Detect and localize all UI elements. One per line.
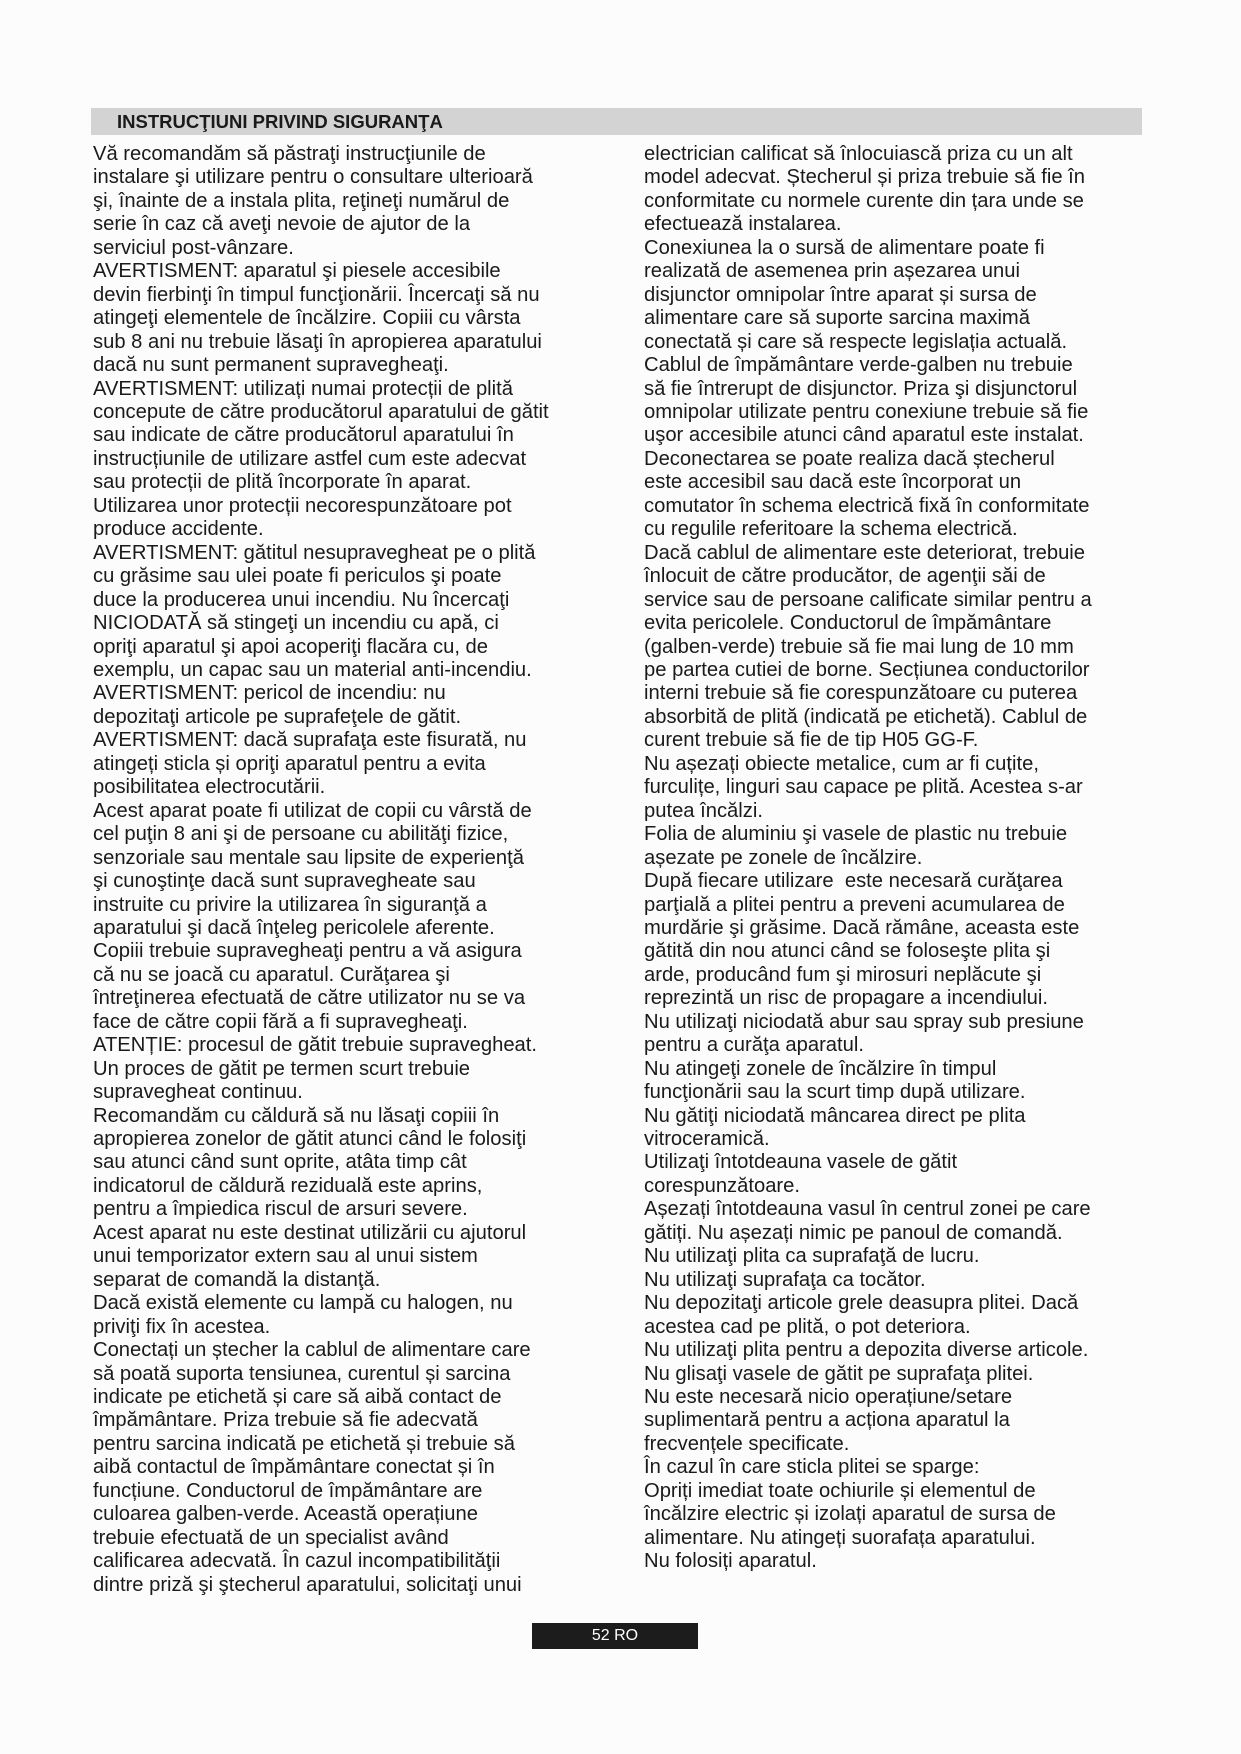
text-line: Nu utilizaţi suprafaţa ca tocător.: [644, 1268, 926, 1291]
text-line: pentru a curăţa aparatul.: [644, 1034, 864, 1057]
text-line: să poată suporta tensiunea, curentul și sarcina: [93, 1362, 511, 1385]
text-line: aparatului şi dacă înţeleg pericolele aferente.: [93, 916, 495, 939]
text-line: pentru a împiedica riscul de arsuri severe.: [93, 1198, 468, 1221]
text-line: alimentare. Nu atingeți suorafața aparatului.: [644, 1526, 1036, 1549]
text-line: evita pericolele. Conductorul de împământare: [644, 612, 1052, 635]
text-line: conformitate cu normele curente din țara unde se: [644, 189, 1084, 212]
text-line: funcțiune. Conductorul de împământare are: [93, 1479, 483, 1502]
text-line: furculițe, linguri sau capace pe plită. Acestea s-ar: [644, 776, 1083, 799]
text-line: corespunzătoare.: [644, 1174, 800, 1197]
text-line: Nu folosiți aparatul.: [644, 1550, 817, 1573]
text-line: electrician calificat să înlocuiască priza cu un alt: [644, 143, 1073, 165]
text-line: murdărie şi grăsime. Dacă rămâne, aceasta este: [644, 916, 1080, 939]
text-line: cu regulile referitoare la schema electrică.: [644, 518, 1018, 541]
text-line: cel puţin 8 ani şi de persoane cu abilităţi fizice,: [93, 823, 509, 846]
text-line: posibilitatea electrocutării.: [93, 776, 326, 799]
section-title: INSTRUCŢIUNI PRIVIND SIGURANŢA: [117, 111, 443, 132]
text-line: sau protecții de plită încorporate în aparat.: [93, 471, 472, 494]
text-line: (galben-verde) trebuie să fie mai lung de 10 mm: [644, 635, 1074, 658]
text-line: separat de comandă la distanţă.: [93, 1268, 381, 1291]
text-line: disjunctor omnipolar între aparat și sursa de: [644, 283, 1037, 306]
text-line: trebuie efectuată de un specialist având: [93, 1526, 449, 1549]
text-line: senzoriale sau mentale sau lipsite de experienţă: [93, 846, 524, 869]
text-line: Vă recomandăm să păstraţi instrucţiunile de: [93, 143, 486, 165]
left-text-column: [93, 143, 613, 1597]
page-number: 52 RO: [532, 1623, 698, 1649]
text-line: În cazul în care sticla plitei se sparge:: [644, 1456, 980, 1479]
text-line: atingeți sticla și opriţi aparatul pentru a evita: [93, 752, 486, 775]
text-line: model adecvat. Ștecherul și priza trebuie să fie în: [644, 166, 1085, 189]
text-line: gătiți. Nu așezați nimic pe panoul de comandă.: [644, 1221, 1063, 1244]
text-line: Nu atingeţi zonele de încălzire în timpul: [644, 1057, 997, 1080]
text-line: face de către copii fără a fi supravegheaţi.: [93, 1010, 468, 1033]
text-line: Cablul de împământare verde-galben nu trebuie: [644, 354, 1073, 377]
text-line: sau atunci când sunt oprite, atâta timp cât: [93, 1151, 467, 1174]
text-line: AVERTISMENT: gătitul nesupravegheat pe o plită: [93, 541, 536, 564]
text-line: comutator în schema electrică fixă în conformitate: [644, 494, 1090, 517]
text-line: înlocuit de către producător, de agenţii săi de: [644, 565, 1046, 588]
text-line: Nu depozitaţi articole grele deasupra plitei. Dacă: [644, 1292, 1079, 1315]
text-line: frecvențele specificate.: [644, 1432, 850, 1455]
text-line: culoarea galben-verde. Această operațiune: [93, 1503, 478, 1526]
text-line: serie în caz că aveţi nevoie de ajutor de la: [93, 213, 471, 236]
text-line: vitroceramică.: [644, 1128, 770, 1151]
text-line: indicatorul de căldură reziduală este aprins,: [93, 1174, 483, 1197]
text-line: Copiii trebuie supravegheaţi pentru a vă asigura: [93, 940, 522, 963]
text-line: unui temporizator extern sau al unui sistem: [93, 1245, 478, 1268]
text-line: instalare şi utilizare pentru o consultare ulterioară: [93, 166, 533, 189]
right-text-column: [644, 143, 1164, 1574]
text-line: conectată și care să respecte legislația actuală.: [644, 330, 1068, 353]
text-line: sau indicate de către producătorul aparatului în: [93, 424, 514, 447]
text-line: instrucțiunile de utilizare astfel cum este adecvat: [93, 447, 527, 470]
text-line: depozitaţi articole pe suprafeţele de gătit.: [93, 705, 462, 728]
text-line: gătită din nou atunci când se foloseşte plita şi: [644, 940, 1051, 963]
text-line: ATENȚIE: procesul de gătit trebuie supravegheat.: [93, 1034, 537, 1057]
text-line: Conectați un ștecher la cablul de alimentare care: [93, 1339, 531, 1362]
text-line: supravegheat continuu.: [93, 1081, 303, 1104]
text-line: instruite cu privire la utilizarea în siguranţă a: [93, 893, 487, 916]
text-line: service sau de persoane calificate similar pentru a: [644, 588, 1092, 611]
text-line: efectuează instalarea.: [644, 213, 842, 236]
text-line: serviciul post-vânzare.: [93, 236, 294, 259]
text-line: acestea cad pe plită, o pot deteriora.: [644, 1315, 971, 1338]
text-line: Nu utilizaţi plita ca suprafaţă de lucru.: [644, 1245, 980, 1268]
text-line: suplimentară pentru a acționa aparatul la: [644, 1409, 1010, 1432]
text-line: Acest aparat poate fi utilizat de copii cu vârstă de: [93, 799, 532, 822]
text-line: duce la producerea unui incendiu. Nu încercaţi: [93, 588, 510, 611]
text-line: este accesibil sau dacă este încorporat un: [644, 471, 1022, 494]
text-line: interni trebuie să fie corespunzătoare cu puterea: [644, 682, 1078, 705]
text-line: omnipolar utilizate pentru conexiune trebuie să fie: [644, 400, 1089, 423]
text-line: calificarea adecvată. În cazul incompatibilităţii: [93, 1550, 501, 1573]
text-line: atingeţi elementele de încălzire. Copiii cu vârsta: [93, 307, 521, 330]
text-line: cu grăsime sau ulei poate fi periculos şi poate: [93, 565, 502, 588]
text-line: așezate pe zonele de încălzire.: [644, 846, 923, 869]
text-line: NICIODATĂ să stingeţi un incendiu cu apă, ci: [93, 612, 499, 635]
text-line: Nu utilizaţi niciodată abur sau spray sub presiune: [644, 1010, 1084, 1033]
text-line: şi, înainte de a instala plita, reţineţi numărul de: [93, 189, 510, 212]
text-line: opriţi aparatul şi apoi acoperiţi flacăra cu, de: [93, 635, 488, 658]
text-line: exemplu, un capac sau un material anti-incendiu.: [93, 658, 532, 681]
text-line: reprezintă un risc de propagare a incendiului.: [644, 987, 1048, 1010]
text-line: dacă nu sunt permanent supravegheaţi.: [93, 354, 449, 377]
text-line: că nu se joacă cu aparatul. Curăţarea şi: [93, 963, 450, 986]
text-line: Acest aparat nu este destinat utilizării cu ajutorul: [93, 1221, 527, 1244]
text-line: parţială a plitei pentru a preveni acumularea de: [644, 893, 1065, 916]
text-line: uşor accesibile atunci când aparatul este instalat.: [644, 424, 1084, 447]
text-line: concepute de către producătorul aparatului de gătit: [93, 400, 549, 423]
text-line: priviţi fix în acestea.: [93, 1315, 271, 1338]
text-line: AVERTISMENT: dacă suprafaţa este fisurată, nu: [93, 729, 527, 752]
text-line: dintre priză şi ştecherul aparatului, solicitaţi unui: [93, 1573, 522, 1596]
text-line: Deconectarea se poate realiza dacă ștecherul: [644, 447, 1055, 470]
text-line: După fiecare utilizare este necesară curăţarea: [644, 870, 1063, 893]
text-line: Folia de aluminiu şi vasele de plastic nu trebuie: [644, 823, 1068, 846]
text-line: sub 8 ani nu trebuie lăsaţi în apropierea aparatului: [93, 330, 542, 353]
text-line: aibă contactul de împământare conectat și în: [93, 1456, 495, 1479]
text-line: Nu utilizaţi plita pentru a depozita diverse articole.: [644, 1339, 1089, 1362]
text-line: Utilizaţi întotdeauna vasele de gătit: [644, 1151, 958, 1174]
text-line: Nu este necesară nicio operațiune/setare: [644, 1386, 1013, 1409]
text-line: AVERTISMENT: aparatul şi piesele accesibile: [93, 260, 501, 283]
text-line: absorbită de plită (indicată pe etichetă). Cablul de: [644, 705, 1088, 728]
text-line: pe partea cutiei de borne. Secțiunea conductorilor: [644, 658, 1090, 681]
text-line: încălzire electric și izolați aparatul de sursa de: [644, 1503, 1056, 1526]
text-line: întreţinerea efectuată de către utilizator nu se va: [93, 987, 526, 1010]
text-line: putea încălzi.: [644, 799, 763, 822]
text-line: AVERTISMENT: pericol de incendiu: nu: [93, 682, 446, 705]
text-line: să fie întrerupt de disjunctor. Priza şi disjunctorul: [644, 377, 1078, 400]
text-line: AVERTISMENT: utilizați numai protecții de plită: [93, 377, 513, 400]
text-line: apropierea zonelor de gătit atunci când le folosiţi: [93, 1128, 527, 1151]
text-line: Utilizarea unor protecții necorespunzătoare pot: [93, 494, 512, 517]
text-line: realizată de asemenea prin așezarea unui: [644, 260, 1020, 283]
text-line: Dacă există elemente cu lampă cu halogen, nu: [93, 1292, 513, 1315]
text-line: Un proces de gătit pe termen scurt trebuie: [93, 1057, 471, 1080]
text-line: Recomandăm cu căldură să nu lăsaţi copiii în: [93, 1104, 500, 1127]
text-line: arde, producând fum şi mirosuri neplăcute şi: [644, 963, 1042, 986]
text-line: Nu așezați obiecte metalice, cum ar fi cuțite,: [644, 752, 1039, 775]
text-line: Așezați întotdeauna vasul în centrul zonei pe care: [644, 1198, 1091, 1221]
text-line: Nu gătiţi niciodată mâncarea direct pe plita: [644, 1104, 1026, 1127]
text-line: Conexiunea la o sursă de alimentare poate fi: [644, 236, 1045, 259]
text-line: funcţionării sau la scurt timp după utilizare.: [644, 1081, 1026, 1104]
text-line: devin fierbinţi în timpul funcţionării. Încercaţi să nu: [93, 283, 540, 306]
text-line: Nu glisaţi vasele de gătit pe suprafaţa plitei.: [644, 1362, 1034, 1385]
text-line: curent trebuie să fie de tip H05 GG-F.: [644, 729, 979, 752]
text-line: produce accidente.: [93, 518, 264, 541]
text-line: Dacă cablul de alimentare este deteriorat, trebuie: [644, 541, 1086, 564]
text-line: pentru sarcina indicată pe etichetă și trebuie să: [93, 1432, 515, 1455]
text-line: împământare. Priza trebuie să fie adecvată: [93, 1409, 478, 1432]
text-line: alimentare care să suporte sarcina maximă: [644, 307, 1030, 330]
text-line: Opriți imediat toate ochiurile și elementul de: [644, 1479, 1036, 1502]
text-line: indicate pe etichetă și care să aibă contact de: [93, 1386, 502, 1409]
text-line: şi cunoştinţe dacă sunt supravegheate sau: [93, 870, 476, 893]
